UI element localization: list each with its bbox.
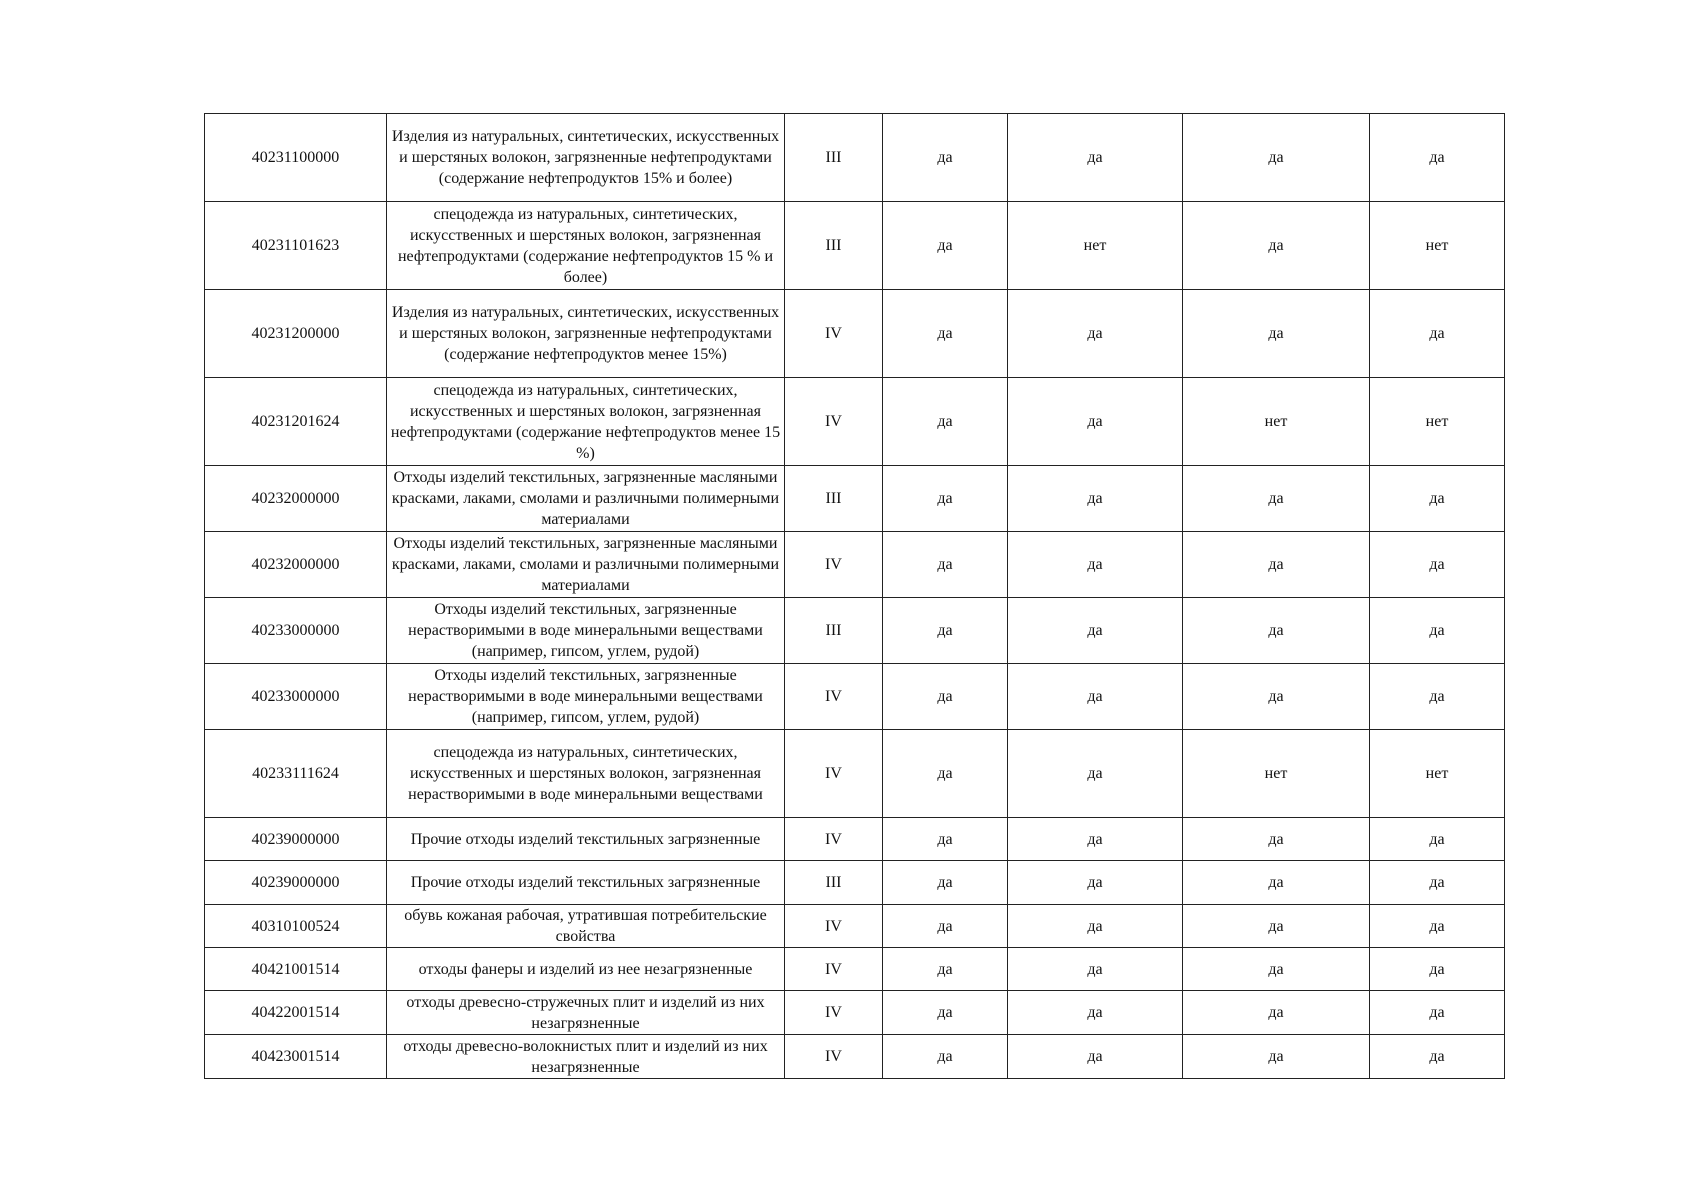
waste-code-cell: 40423001514 xyxy=(205,1035,387,1079)
flag-cell-7: да xyxy=(1370,466,1505,532)
flag-cell-6: да xyxy=(1183,664,1370,730)
flag-cell-5: да xyxy=(1008,730,1183,818)
hazard-class-cell: III xyxy=(785,202,883,290)
table-row xyxy=(205,861,1505,905)
flag-cell-7: да xyxy=(1370,290,1505,378)
flag-cell-7: да xyxy=(1370,114,1505,202)
flag-cell-6: да xyxy=(1183,905,1370,948)
flag-cell-6: нет xyxy=(1183,378,1370,466)
flag-cell-4: да xyxy=(883,598,1008,664)
hazard-class-cell: IV xyxy=(785,818,883,861)
flag-cell-7: да xyxy=(1370,905,1505,948)
table-row xyxy=(205,664,1505,730)
waste-code-cell: 40310100524 xyxy=(205,905,387,948)
flag-cell-4: да xyxy=(883,818,1008,861)
flag-cell-5: да xyxy=(1008,466,1183,532)
flag-cell-7: да xyxy=(1370,532,1505,598)
waste-name-cell: спецодежда из натуральных, синтетических, искусственных и шерстяных волокон, загрязненная нефтепродуктами (содержание нефтепродуктов 15 % и более) xyxy=(387,202,785,290)
waste-name-cell: Прочие отходы изделий текстильных загрязненные xyxy=(387,861,785,905)
flag-cell-6: да xyxy=(1183,466,1370,532)
hazard-class-cell: IV xyxy=(785,532,883,598)
flag-cell-6: да xyxy=(1183,290,1370,378)
flag-cell-6: да xyxy=(1183,598,1370,664)
flag-cell-4: да xyxy=(883,114,1008,202)
flag-cell-6: да xyxy=(1183,1035,1370,1079)
table-row xyxy=(205,598,1505,664)
flag-cell-5: да xyxy=(1008,378,1183,466)
hazard-class-cell: III xyxy=(785,598,883,664)
hazard-class-cell: III xyxy=(785,114,883,202)
flag-cell-6: да xyxy=(1183,991,1370,1035)
flag-cell-4: да xyxy=(883,664,1008,730)
flag-cell-7: да xyxy=(1370,948,1505,991)
waste-code-cell: 40239000000 xyxy=(205,861,387,905)
waste-code-cell: 40231101623 xyxy=(205,202,387,290)
hazard-class-cell: IV xyxy=(785,290,883,378)
waste-name-cell: спецодежда из натуральных, синтетических, искусственных и шерстяных волокон, загрязненная нефтепродуктами (содержание нефтепродуктов менее 15 %) xyxy=(387,378,785,466)
flag-cell-5: да xyxy=(1008,290,1183,378)
flag-cell-4: да xyxy=(883,1035,1008,1079)
flag-cell-6: да xyxy=(1183,948,1370,991)
flag-cell-4: да xyxy=(883,532,1008,598)
flag-cell-7: да xyxy=(1370,664,1505,730)
hazard-class-cell: IV xyxy=(785,664,883,730)
flag-cell-7: нет xyxy=(1370,378,1505,466)
waste-name-cell: Изделия из натуральных, синтетических, искусственных и шерстяных волокон, загрязненные нефтепродуктами (содержание нефтепродуктов менее 15%) xyxy=(387,290,785,378)
table-row xyxy=(205,378,1505,466)
table-row xyxy=(205,1035,1505,1079)
flag-cell-5: да xyxy=(1008,818,1183,861)
waste-code-cell: 40231201624 xyxy=(205,378,387,466)
waste-code-cell: 40422001514 xyxy=(205,991,387,1035)
waste-name-cell: Отходы изделий текстильных, загрязненные нерастворимыми в воде минеральными веществами (например, гипсом, углем, рудой) xyxy=(387,598,785,664)
flag-cell-5: да xyxy=(1008,905,1183,948)
hazard-class-cell: IV xyxy=(785,948,883,991)
flag-cell-7: да xyxy=(1370,1035,1505,1079)
waste-table-body xyxy=(205,114,1505,1079)
hazard-class-cell: IV xyxy=(785,991,883,1035)
table-row xyxy=(205,818,1505,861)
flag-cell-7: да xyxy=(1370,861,1505,905)
waste-code-cell: 40231100000 xyxy=(205,114,387,202)
flag-cell-5: да xyxy=(1008,948,1183,991)
hazard-class-cell: III xyxy=(785,466,883,532)
waste-table xyxy=(204,113,1505,1079)
flag-cell-7: нет xyxy=(1370,202,1505,290)
flag-cell-4: да xyxy=(883,466,1008,532)
hazard-class-cell: IV xyxy=(785,1035,883,1079)
flag-cell-4: да xyxy=(883,948,1008,991)
flag-cell-4: да xyxy=(883,378,1008,466)
flag-cell-5: да xyxy=(1008,861,1183,905)
flag-cell-7: да xyxy=(1370,991,1505,1035)
flag-cell-4: да xyxy=(883,730,1008,818)
flag-cell-5: да xyxy=(1008,598,1183,664)
waste-name-cell: Изделия из натуральных, синтетических, искусственных и шерстяных волокон, загрязненные нефтепродуктами (содержание нефтепродуктов 15% и более) xyxy=(387,114,785,202)
table-row xyxy=(205,202,1505,290)
waste-name-cell: Отходы изделий текстильных, загрязненные нерастворимыми в воде минеральными веществами (например, гипсом, углем, рудой) xyxy=(387,664,785,730)
table-row xyxy=(205,730,1505,818)
flag-cell-5: да xyxy=(1008,664,1183,730)
waste-name-cell: Отходы изделий текстильных, загрязненные масляными красками, лаками, смолами и различными полимерными материалами xyxy=(387,532,785,598)
hazard-class-cell: IV xyxy=(785,905,883,948)
waste-code-cell: 40231200000 xyxy=(205,290,387,378)
flag-cell-4: да xyxy=(883,905,1008,948)
waste-name-cell: отходы древесно-волокнистых плит и изделий из них незагрязненные xyxy=(387,1035,785,1079)
table-row xyxy=(205,905,1505,948)
waste-name-cell: Прочие отходы изделий текстильных загрязненные xyxy=(387,818,785,861)
waste-code-cell: 40232000000 xyxy=(205,466,387,532)
flag-cell-5: нет xyxy=(1008,202,1183,290)
waste-name-cell: Отходы изделий текстильных, загрязненные масляными красками, лаками, смолами и различными полимерными материалами xyxy=(387,466,785,532)
flag-cell-6: да xyxy=(1183,202,1370,290)
waste-code-cell: 40232000000 xyxy=(205,532,387,598)
waste-name-cell: обувь кожаная рабочая, утратившая потребительские свойства xyxy=(387,905,785,948)
flag-cell-4: да xyxy=(883,290,1008,378)
table-row xyxy=(205,466,1505,532)
waste-name-cell: отходы древесно-стружечных плит и изделий из них незагрязненные xyxy=(387,991,785,1035)
flag-cell-5: да xyxy=(1008,114,1183,202)
table-row xyxy=(205,290,1505,378)
hazard-class-cell: III xyxy=(785,861,883,905)
flag-cell-7: нет xyxy=(1370,730,1505,818)
hazard-class-cell: IV xyxy=(785,378,883,466)
table-row xyxy=(205,991,1505,1035)
flag-cell-4: да xyxy=(883,861,1008,905)
table-row xyxy=(205,532,1505,598)
flag-cell-6: да xyxy=(1183,114,1370,202)
hazard-class-cell: IV xyxy=(785,730,883,818)
flag-cell-6: да xyxy=(1183,861,1370,905)
flag-cell-5: да xyxy=(1008,991,1183,1035)
waste-name-cell: отходы фанеры и изделий из нее незагрязненные xyxy=(387,948,785,991)
waste-name-cell: спецодежда из натуральных, синтетических, искусственных и шерстяных волокон, загрязненная нерастворимыми в воде минеральными веществами xyxy=(387,730,785,818)
flag-cell-6: да xyxy=(1183,818,1370,861)
flag-cell-4: да xyxy=(883,202,1008,290)
waste-code-cell: 40233000000 xyxy=(205,664,387,730)
table-row xyxy=(205,948,1505,991)
flag-cell-7: да xyxy=(1370,598,1505,664)
waste-code-cell: 40421001514 xyxy=(205,948,387,991)
flag-cell-6: да xyxy=(1183,532,1370,598)
flag-cell-5: да xyxy=(1008,532,1183,598)
waste-code-cell: 40233111624 xyxy=(205,730,387,818)
flag-cell-6: нет xyxy=(1183,730,1370,818)
flag-cell-4: да xyxy=(883,991,1008,1035)
waste-code-cell: 40233000000 xyxy=(205,598,387,664)
flag-cell-5: да xyxy=(1008,1035,1183,1079)
waste-code-cell: 40239000000 xyxy=(205,818,387,861)
table-row xyxy=(205,114,1505,202)
flag-cell-7: да xyxy=(1370,818,1505,861)
